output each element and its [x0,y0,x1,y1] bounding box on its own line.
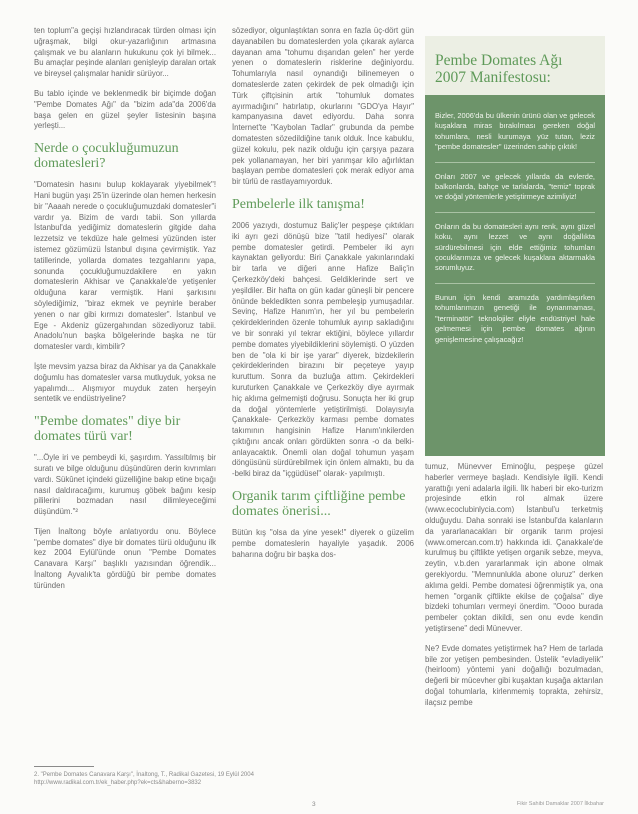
footnote [34,771,434,787]
footnote-citation: 2. "Pembe Domates Canavara Karşı", İnaltong, T., Radikal Gazetesi, 19 Eylül 2004 [34,772,254,778]
body-paragraph: 2006 yazıydı, dostumuz Baliç'ler peşpeşe çıktıkları iki ayrı gezi dönüşü bize "tatil hediyesi" olarak pembe domatesler getirdi. Pembeler iki ayrı kaynaktan geliyordu: Biri Çanakkale yakınlarındaki bir tarla ve diğeri anne Hafize Baliç'in Çerkezköy'deki bahçesi. Geldiklerinde sert ve yeşildiler. Bir hafta on gün kadar güneşli bir pencere önünde bekledikten sonra pembeleşip yumuşadılar. Sevinç, Hafize Hanım'ın, her yıl bu pembelerin çekirdeklerinden özenle tohumluk ayırıp sakladığını ve bir sonraki yıl tekrar ektiğini, böylece yıllardır pembe domates yiyebildiklerini söylemişti. O yüzden ben de "ola ki bir işe yarar" diyerek, bizdekilerin çekirdeklerinden birazını bir peçeteye yayıp kuruttum. Sonra da buzluğa attım. Çekirdekleri kuruturken Çanakkale ve Çerkezköy diye ayırmak hiç aklıma gelmemişti doğrusu. Sonuçta her iki grup da doğal yöntemlerle yetiştirilmişti. Dolayısıyla Çanakkale- Çerkezköy karması pembe domates takımının hangisinin Hafize Hanım'ınkilerden çıktığını ancak onları gördükten sonra -o da belki- anlayacaktık. Önemli olan doğal tohumun yaşam döngüsünü sürdürebilmek için önlem almaktı, bu da -belki biraz da "içgüdüsel" olarak- yapılmıştı. [232,220,414,479]
body-paragraph: Ne? Evde domates yetiştirmek ha? Hem de tarlada bile zor yetişen pembesinden. Üstelik "evladiyelik" (heirloom) yöntemi yani doğallığı bozulmadan, değerli bir mücevher gibi kuşaktan kuşağa aktarılan doğal tohumlarla, kirlenmemiş toprakta, zehirsiz, ilaçsız pembe [425,643,603,707]
section-heading: Organik tarım çiftliğine pembe domates önerisi... [232,489,406,520]
body-paragraph: İşte mevsim yazsa biraz da Akhisar ya da Çanakkale doğumlu has domatesler varsa mutluyduk, yoksa ne yapalımdı... Alışmıyor muyduk zaten herşeyin sentetik ve endüstriyeline? [34,361,217,404]
manifesto-divider [435,283,595,284]
manifesto-paragraph: Onların da bu domatesleri aynı renk, aynı güzel koku, aynı lezzet ve aynı doğallıkta sürdürebilmesi için elde ettiğimiz tohumları çocuklarımıza ve gelecek kuşaklara aktarmakla sorumluyuz. [435,221,595,273]
page-number: 3 [312,801,316,808]
body-paragraph: tumuz, Münevver Eminoğlu, peşpeşe güzel haberler vermeye başladı. Kendisiyle ilgili. Kendi yarattığı yeni adalarla ilgili. İlk haberi bir eko-turizm projesinde etkin rol almak üzere (www.ecoclubinlycia.com) İstanbul'u terketmiş olduğuydu. Daha sonraki ise İstanbul'da kalanların da yararlanacakları bir organik tarım projesi (www.omercan.com.tr) hakkında idi. Çanakkale'de kurulmuş bu çiftlikte yetişen organik sebze, meyva, zeytin, v.b.den yararlanmak için abone olmak gerekiyordu. "Memnunlukla abone oluruz" derken aklıma geldi. Pembe domatesi öğrenmiştik ya, ona hemen "organik çiftlikte ekilse de çoğalsa" diye bizdeki tohumları vermeyi önerdim. "Oooo burada pembeler çoktan dikildi, sen onu evde kendin yetiştirsene" dedi Münevver. [425,462,603,633]
manifesto-sidebar [425,36,605,456]
manifesto-title: Pembe Domates Ağı 2007 Manifestosu: [425,36,605,95]
quote-paragraph: "...Öyle iri ve pembeydi ki, şaşırdım. Yassıltılmış bir suratı ve bilge olduğunu düşündüren derin kıvrımları vardı. Sükûnet içindeki güzelliğine bakıp etine bıçağı nasıl daldıracağımı, kurumuş göbek bağını kesip pililerini bozmadan nasıl dilimleyeceğimi düşündüm."² [34,453,216,517]
manifesto-paragraph: Bizler, 2006'da bu ülkenin ürünü olan ve gelecek kuşaklara miras bırakılması gereken doğal tohumlara, nesli kurumaya yüz tutan, leziz "pembe domatesler" üzerinden sahip çıktık! [435,111,595,152]
body-paragraph: "Domatesin hasını bulup koklayarak yiyebilmek"! Hani bugün yaşı 25'in üzerinde olan hemen herkesin bir "Aaaah nerede o çocukluğumuzdaki domatesler"i vardır ya. Bizim de vardı tabii. Son yıllarda İstanbul'da yediğimiz domateslerin gitgide daha lezzetsiz ve tekdüze hale gelmesi yüzünden ister istemez gözümüzü İstanbul dışına çevirmiştik. Yaz tatillerinde, yollarda domates tezgahlarını yapa, sonunda çocukluğumuzdakilere en yakın domateslerin Akhisar ve Çanakkale'de yetişenler olduğuna karar vermiştik. Hani şarkısını söylediğimiz, "biraz ekmek ve peynirle beraber yenen o nar gibi kırmızı domatesler". İstanbul ve Ege - Akdeniz güzergahından sözediyoruz tabii. Anadolu'nun başka bölgelerinde başka ne tür domatesler vardı, kimbilir? [34,180,216,352]
manifesto-divider [435,162,595,163]
body-paragraph: sözediyor, olgunlaştıktan sonra en fazla üç-dört gün dayanabilen bu domateslerden yola çıkarak aylarca dayanan ama "tohumu dışarıdan gelen" her yerde yenen o domateslerin risklerine değiniyordu. Tohumlarıyla nasıl oynandığı bilinemeyen o domateslerde zaten çekirdek de pek olmadığı için Türk çiftçisinin artık "tohumluk domates ayırmadığını" hatırlatıp, okurlarını "GDO'ya Hayır" kampanyasına davet ediyordu. Daha sonra İnternet'te "Kaybolan Tadlar" grubunda da pembe domatesten sözedildiğine tanık olduk. İnce kabuklu, güzel kokulu, pek nazik olduğu için çarşıya pazara pek yollanamayan, her biri yarımşar kilo ağırlıktan başlayan pembe domatesleri çok merak ediyor ama bir türlü de rastlayamıyorduk. [232,26,414,187]
right-column [425,462,603,718]
manifesto-paragraph: Onları 2007 ve gelecek yıllarda da evlerde, balkonlarda, bahçe ve tarlalarda, "temiz" toprak ve doğal yöntemlerle yetiştirmeye azimliyiz! [435,171,595,202]
middle-column [232,26,414,569]
left-column [34,26,216,601]
body-paragraph: Bu tablo içinde ve beklenmedik bir biçimde doğan "Pembe Domates Ağı" da "bizim ada"da 2006'da başa gelen en güzel şeyler listesinin başına yerleşti... [34,88,216,131]
footnote-url[interactable]: http://www.radikal.com.tr/ek_haber.php?ek=cts&haberno=3832 [34,780,202,786]
spacer [425,95,605,111]
manifesto-divider [435,212,595,213]
body-paragraph: Tijen İnaltong böyle anlatıyordu onu. Böylece "pembe domates" diye bir domates türü olduğunu ilk kez 2004 Eylül'ünde onun "Pembe Domates Canavara Karşı" başlıklı yazısından öğrendik... İnaltong Ayvalık'ta gördüğü bir pembe domates türünden [34,526,216,590]
body-paragraph: Bütün kış "olsa da yine yesek!" diyerek o güzelim pembe domateslerin hayaliyle yaşadık. 2006 baharına doğru bir başka dos- [232,528,414,559]
manifesto-paragraph: Bunun için kendi aramızda yardımlaşırken tohumlarımızın genetiği ile oynanmaması, "terminatör" teknolojiler eliyle endüstriyel hale gelmemesi için pembe domates ağının genişlemesine çalışacağız! [435,292,595,344]
body-paragraph: ten toplum"a geçişi hızlandıracak türden olması için uğraşmak, bilgi okur-yazarlığının artmasına çalışmak ve bu alanların hukukunu çok iyi bilmek... Bu amaçlar peşinde alanları genişleyip daralan ortak ve bireysel çalışmalar hanidir sürüyor... [34,26,216,79]
section-heading: Nerde o çocukluğumuzun domatesleri? [34,141,179,172]
section-heading: "Pembe domates" diye bir domates türü var! [34,414,181,445]
footer-credit: Fikir Sahibi Damaklar 2007 İlkbahar [516,801,604,807]
section-heading: Pembelerle ilk tanışma! [232,196,365,212]
footnote-divider [34,766,94,767]
